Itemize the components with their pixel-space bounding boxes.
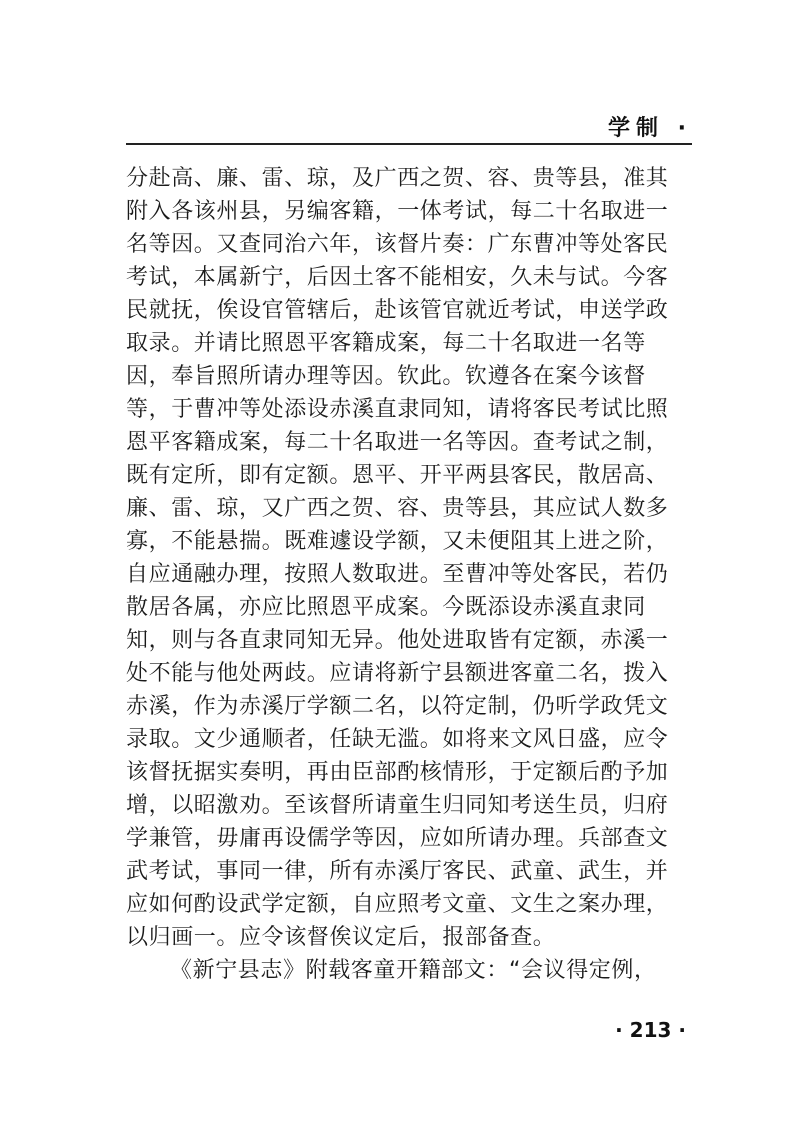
text-line: 以归画一。应令该督俟议定后，报部备查。 (126, 925, 556, 950)
text-line: 廉、雷、琼，又广西之贺、容、贵等县，其应试人数多 (126, 496, 669, 521)
text-line: 因，奉旨照所请办理等因。钦此。钦遵各在案今该督 (126, 364, 646, 389)
text-line: 散居各属，亦应比照恩平成案。今既添设赤溪直隶同 (126, 595, 646, 620)
text-line: 考试，本属新宁，后因土客不能相安，久未与试。今客 (126, 265, 669, 290)
text-line: 等，于曹冲等处添设赤溪直隶同知，请将客民考试比照 (126, 397, 669, 422)
text-line: 自应通融办理，按照人数取进。至曹冲等处客民，若仍 (126, 562, 669, 587)
text-line: 应如何酌设武学定额，自应照考文童、文生之案办理， (126, 892, 669, 917)
body-text (126, 162, 700, 987)
text-line: 武考试，事同一律，所有赤溪厅客民、武童、武生，并 (126, 859, 669, 884)
header-rule (126, 143, 692, 145)
text-line: 民就抚，俟设官管辖后，赴该管官就近考试，申送学政 (126, 298, 669, 323)
text-line: 既有定所，即有定额。恩平、开平两县客民，散居高、 (126, 463, 669, 488)
text-line: 寡，不能悬揣。既难遽设学额，又未便阻其上进之阶， (126, 529, 669, 554)
text-line: 赤溪，作为赤溪厅学额二名，以符定制，仍听学政凭文 (126, 694, 669, 719)
paragraph-start-line: 《新宁县志》附载客童开籍部文：“会议得定例， (170, 958, 657, 983)
text-line: 分赴高、廉、雷、琼，及广西之贺、容、贵等县，准其 (126, 166, 669, 191)
text-line: 增，以昭激劝。至该督所请童生归同知考送生员，归府 (126, 793, 669, 818)
text-line: 附入各该州县，另编客籍，一体考试，每二十名取进一 (126, 199, 669, 224)
text-line: 恩平客籍成案，每二十名取进一名等因。查考试之制， (126, 430, 669, 455)
text-line: 名等因。又查同治六年，该督片奏：广东曹冲等处客民 (126, 232, 669, 257)
text-line: 知，则与各直隶同知无异。他处进取皆有定额，赤溪一 (126, 628, 669, 653)
text-line: 处不能与他处两歧。应请将新宁县额进客童二名，拨入 (126, 661, 669, 686)
text-line: 学兼管，毋庸再设儒学等因，应如所请办理。兵部查文 (126, 826, 669, 851)
text-line: 录取。文少通顺者，任缺无滥。如将来文风日盛，应令 (126, 727, 669, 752)
text-line: 该督抚据实奏明，再由臣部酌核情形，于定额后酌予加 (126, 760, 669, 785)
page-number: · 213 · (615, 1018, 686, 1042)
text-line: 取录。并请比照恩平客籍成案，每二十名取进一名等 (126, 331, 646, 356)
running-head: 学制 · (607, 116, 692, 141)
